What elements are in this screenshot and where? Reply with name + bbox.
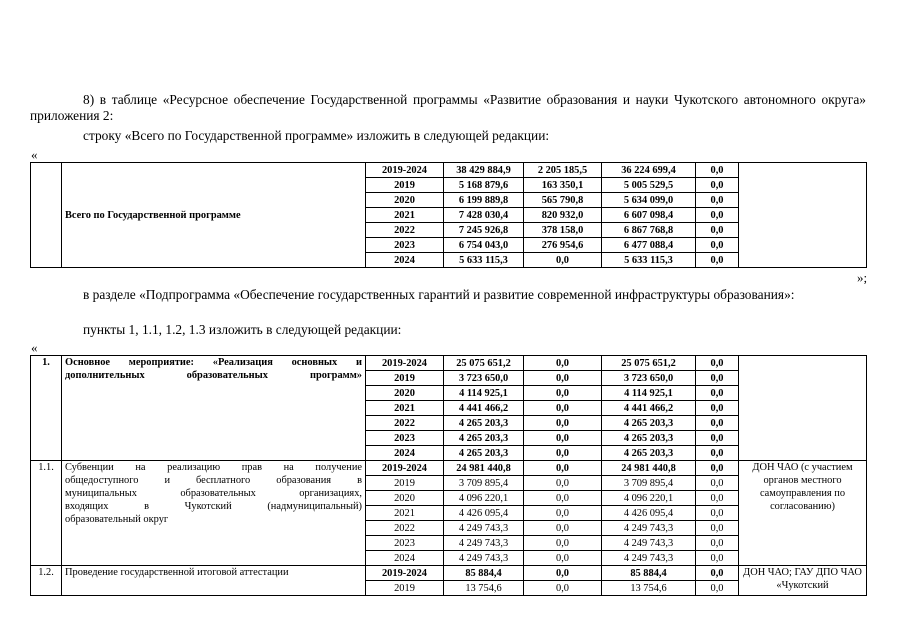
cell-total: 4 441 466,2 xyxy=(444,401,524,416)
cell-total: 3 709 895,4 xyxy=(444,476,524,491)
cell-other: 0,0 xyxy=(696,446,739,461)
cell-other: 0,0 xyxy=(696,536,739,551)
cell-total: 4 265 203,3 xyxy=(444,431,524,446)
cell-total: 6 754 043,0 xyxy=(444,238,524,253)
executor-cell: ДОН ЧАО; ГАУ ДПО ЧАО «Чукотский xyxy=(739,566,867,596)
cell-total: 7 428 030,4 xyxy=(444,208,524,223)
cell-total: 7 245 926,8 xyxy=(444,223,524,238)
cell-total: 4 249 743,3 xyxy=(444,521,524,536)
item-description-line: Субвенции на реализацию прав на получение xyxy=(65,462,362,473)
cell-federal: 0,0 xyxy=(524,506,602,521)
cell-total: 6 199 889,8 xyxy=(444,193,524,208)
cell-total: 5 168 879,6 xyxy=(444,178,524,193)
cell-total: 4 114 925,1 xyxy=(444,386,524,401)
cell-year: 2019-2024 xyxy=(366,461,444,476)
cell-other: 0,0 xyxy=(696,551,739,566)
cell-year: 2019-2024 xyxy=(366,566,444,581)
cell-federal: 163 350,1 xyxy=(524,178,602,193)
cell-federal: 820 932,0 xyxy=(524,208,602,223)
cell-year: 2019 xyxy=(366,371,444,386)
cell-year: 2023 xyxy=(366,238,444,253)
cell-other: 0,0 xyxy=(696,223,739,238)
cell-other: 0,0 xyxy=(696,371,739,386)
cell-regional: 6 477 088,4 xyxy=(602,238,696,253)
cell-regional: 36 224 699,4 xyxy=(602,163,696,178)
empty-executor-cell xyxy=(739,356,867,461)
cell-federal: 0,0 xyxy=(524,401,602,416)
cell-year: 2019-2024 xyxy=(366,356,444,371)
cell-federal: 0,0 xyxy=(524,551,602,566)
paragraph-total-row: строку «Всего по Государственной программе» изложить в следующей редакции: xyxy=(83,128,550,143)
cell-total: 5 633 115,3 xyxy=(444,253,524,268)
cell-federal: 0,0 xyxy=(524,431,602,446)
cell-total: 4 265 203,3 xyxy=(444,416,524,431)
cell-federal: 0,0 xyxy=(524,416,602,431)
cell-regional: 4 114 925,1 xyxy=(602,386,696,401)
cell-federal: 0,0 xyxy=(524,521,602,536)
cell-other: 0,0 xyxy=(696,566,739,581)
cell-total: 4 096 220,1 xyxy=(444,491,524,506)
paragraph-table-change: 8) в таблице «Ресурсное обеспечение Государственной программы «Развитие образования и науки Чукотского автономного округа» приложения 2: xyxy=(30,92,866,123)
cell-federal: 0,0 xyxy=(524,476,602,491)
cell-federal: 0,0 xyxy=(524,386,602,401)
cell-federal: 0,0 xyxy=(524,491,602,506)
cell-total: 4 249 743,3 xyxy=(444,551,524,566)
cell-regional: 4 265 203,3 xyxy=(602,416,696,431)
empty-num-cell xyxy=(31,163,62,268)
total-label: Всего по Государственной программе xyxy=(62,163,366,268)
table-row xyxy=(31,356,867,371)
cell-federal: 0,0 xyxy=(524,253,602,268)
cell-year: 2023 xyxy=(366,431,444,446)
cell-total: 13 754,6 xyxy=(444,581,524,596)
paragraph-items: пункты 1, 1.1, 1.2, 1.3 изложить в следующей редакции: xyxy=(83,322,402,337)
open-quote-2: « xyxy=(31,340,38,355)
cell-other: 0,0 xyxy=(696,491,739,506)
cell-regional: 85 884,4 xyxy=(602,566,696,581)
cell-total: 25 075 651,2 xyxy=(444,356,524,371)
cell-year: 2022 xyxy=(366,521,444,536)
cell-year: 2020 xyxy=(366,386,444,401)
item-number: 1. xyxy=(31,356,62,461)
cell-other: 0,0 xyxy=(696,461,739,476)
item-number: 1.1. xyxy=(31,461,62,566)
cell-regional: 4 265 203,3 xyxy=(602,431,696,446)
cell-total: 24 981 440,8 xyxy=(444,461,524,476)
cell-regional: 4 249 743,3 xyxy=(602,521,696,536)
cell-year: 2023 xyxy=(366,536,444,551)
cell-regional: 3 723 650,0 xyxy=(602,371,696,386)
cell-year: 2021 xyxy=(366,506,444,521)
cell-year: 2022 xyxy=(366,416,444,431)
cell-regional: 13 754,6 xyxy=(602,581,696,596)
cell-year: 2019 xyxy=(366,581,444,596)
item-description-text: Основное мероприятие: «Реализация основных и дополнительных образовательных программ» xyxy=(65,357,362,381)
cell-regional: 4 249 743,3 xyxy=(602,551,696,566)
cell-other: 0,0 xyxy=(696,178,739,193)
cell-federal: 0,0 xyxy=(524,461,602,476)
cell-regional: 4 426 095,4 xyxy=(602,506,696,521)
cell-other: 0,0 xyxy=(696,238,739,253)
cell-regional: 4 096 220,1 xyxy=(602,491,696,506)
cell-regional: 4 265 203,3 xyxy=(602,446,696,461)
cell-year: 2024 xyxy=(366,551,444,566)
subprogram-table xyxy=(30,355,867,596)
table-row xyxy=(31,163,867,178)
cell-total: 4 265 203,3 xyxy=(444,446,524,461)
cell-other: 0,0 xyxy=(696,193,739,208)
cell-year: 2024 xyxy=(366,446,444,461)
empty-executor-cell xyxy=(739,163,867,268)
cell-other: 0,0 xyxy=(696,356,739,371)
cell-regional: 4 441 466,2 xyxy=(602,401,696,416)
item-number: 1.2. xyxy=(31,566,62,596)
cell-year: 2019 xyxy=(366,178,444,193)
cell-regional: 4 249 743,3 xyxy=(602,536,696,551)
cell-year: 2022 xyxy=(366,223,444,238)
cell-federal: 0,0 xyxy=(524,581,602,596)
table-row xyxy=(31,566,867,581)
cell-other: 0,0 xyxy=(696,521,739,536)
cell-regional: 25 075 651,2 xyxy=(602,356,696,371)
total-program-table xyxy=(30,162,867,268)
cell-other: 0,0 xyxy=(696,208,739,223)
cell-other: 0,0 xyxy=(696,476,739,491)
cell-federal: 0,0 xyxy=(524,566,602,581)
cell-year: 2019-2024 xyxy=(366,163,444,178)
cell-regional: 6 867 768,8 xyxy=(602,223,696,238)
cell-total: 85 884,4 xyxy=(444,566,524,581)
cell-regional: 24 981 440,8 xyxy=(602,461,696,476)
cell-other: 0,0 xyxy=(696,163,739,178)
cell-total: 4 249 743,3 xyxy=(444,536,524,551)
open-quote-1: « xyxy=(31,147,38,162)
cell-federal: 0,0 xyxy=(524,371,602,386)
cell-regional: 5 634 099,0 xyxy=(602,193,696,208)
cell-federal: 0,0 xyxy=(524,536,602,551)
item-description-line: образовательный округ xyxy=(65,514,169,525)
cell-year: 2020 xyxy=(366,491,444,506)
cell-year: 2019 xyxy=(366,476,444,491)
cell-regional: 6 607 098,4 xyxy=(602,208,696,223)
cell-federal: 0,0 xyxy=(524,356,602,371)
item-description-line: муниципальных образовательных организациях, xyxy=(65,488,362,499)
cell-other: 0,0 xyxy=(696,386,739,401)
cell-federal: 565 790,8 xyxy=(524,193,602,208)
cell-year: 2024 xyxy=(366,253,444,268)
cell-other: 0,0 xyxy=(696,416,739,431)
cell-total: 3 723 650,0 xyxy=(444,371,524,386)
cell-regional: 5 005 529,5 xyxy=(602,178,696,193)
cell-other: 0,0 xyxy=(696,506,739,521)
cell-federal: 0,0 xyxy=(524,446,602,461)
item-description xyxy=(62,356,366,461)
close-quote-1: »; xyxy=(857,270,868,285)
cell-federal: 2 205 185,5 xyxy=(524,163,602,178)
cell-year: 2021 xyxy=(366,401,444,416)
cell-total: 4 426 095,4 xyxy=(444,506,524,521)
cell-federal: 276 954,6 xyxy=(524,238,602,253)
cell-total: 38 429 884,9 xyxy=(444,163,524,178)
item-description: Проведение государственной итоговой аттестации xyxy=(62,566,366,596)
item-description-line: входящих в Чукотский (надмуниципальный) xyxy=(65,501,362,512)
cell-other: 0,0 xyxy=(696,253,739,268)
cell-regional: 5 633 115,3 xyxy=(602,253,696,268)
cell-regional: 3 709 895,4 xyxy=(602,476,696,491)
item-description-line: общедоступного и бесплатного образования в xyxy=(65,475,362,486)
paragraph-subprogram: в разделе «Подпрограмма «Обеспечение государственных гарантий и развитие современной инфраструктуры образования»: xyxy=(83,287,795,302)
cell-other: 0,0 xyxy=(696,401,739,416)
executor-cell: ДОН ЧАО (с участием органов местного самоуправления по согласованию) xyxy=(739,461,867,566)
cell-other: 0,0 xyxy=(696,581,739,596)
cell-year: 2021 xyxy=(366,208,444,223)
table-row xyxy=(31,461,867,476)
item-description xyxy=(62,461,366,566)
cell-year: 2020 xyxy=(366,193,444,208)
cell-other: 0,0 xyxy=(696,431,739,446)
cell-federal: 378 158,0 xyxy=(524,223,602,238)
